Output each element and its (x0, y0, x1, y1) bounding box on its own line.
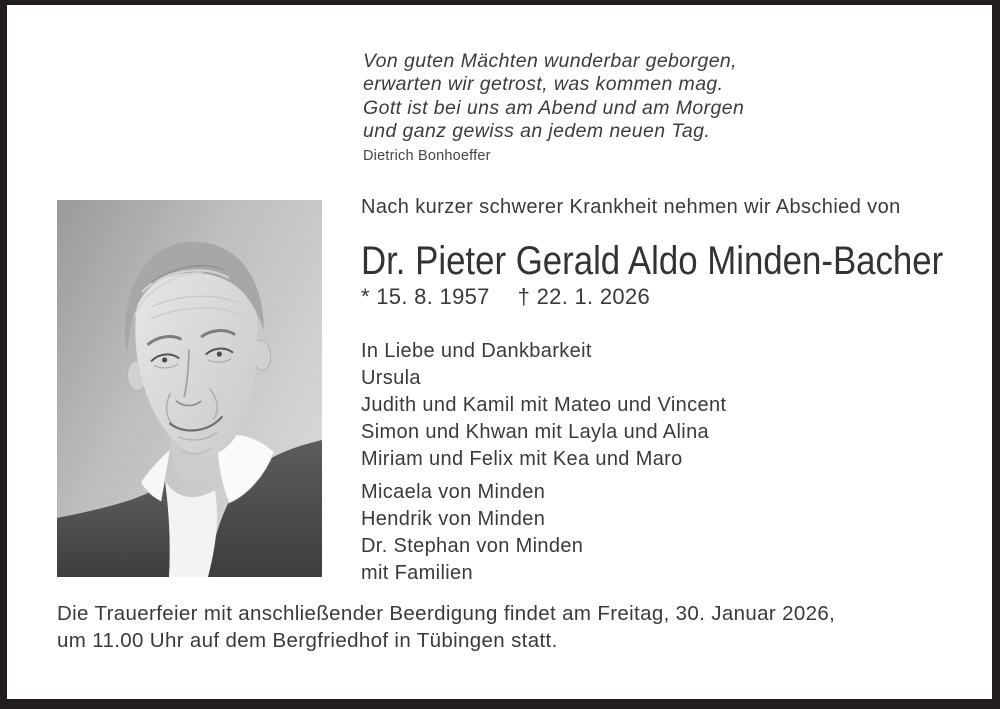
intro-line: Nach kurzer schwerer Krankheit nehmen wir Abschied von (361, 196, 901, 218)
memorial-quote (363, 50, 744, 144)
portrait-photo (57, 200, 322, 577)
funeral-line: um 11.00 Uhr auf dem Bergfriedhof in Tübingen statt. (57, 628, 558, 652)
funeral-info (57, 601, 835, 654)
quote-line: erwarten wir getrost, was kommen mag. (363, 73, 724, 96)
quote-line: Von guten Mächten wunderbar geborgen, (363, 50, 737, 72)
mourners-primary (361, 338, 726, 473)
mourners-secondary (361, 479, 583, 587)
mourner-line: Judith und Kamil mit Mateo und Vincent (361, 394, 727, 416)
funeral-line: Die Trauerfeier mit anschließender Beerdigung findet am Freitag, 30. Januar 2026, (57, 602, 836, 625)
mourner-line: Miriam und Felix mit Kea und Maro (361, 448, 683, 470)
quote-attribution: Dietrich Bonhoeffer (363, 148, 491, 164)
quote-line: Gott ist bei uns am Abend und am Morgen (363, 96, 745, 119)
mourner-line: Micaela von Minden (361, 481, 546, 503)
mourner-line: Simon und Khwan mit Layla und Alina (361, 421, 710, 443)
mourner-line: mit Familien (361, 562, 473, 584)
mourner-line: Hendrik von Minden (361, 508, 546, 530)
mourner-line: Dr. Stephan von Minden (361, 535, 584, 557)
portrait-photo-illustration (57, 200, 322, 577)
death-date: † 22. 1. 2026 (517, 284, 651, 309)
mourner-line: Ursula (361, 367, 421, 389)
quote-line: und ganz gewiss an jedem neuen Tag. (363, 120, 711, 143)
mourner-line: In Liebe und Dankbarkeit (361, 340, 592, 362)
birth-date: * 15. 8. 1957 (361, 284, 490, 309)
deceased-name: Dr. Pieter Gerald Aldo Minden-Bacher (361, 239, 944, 283)
life-dates (361, 284, 650, 310)
